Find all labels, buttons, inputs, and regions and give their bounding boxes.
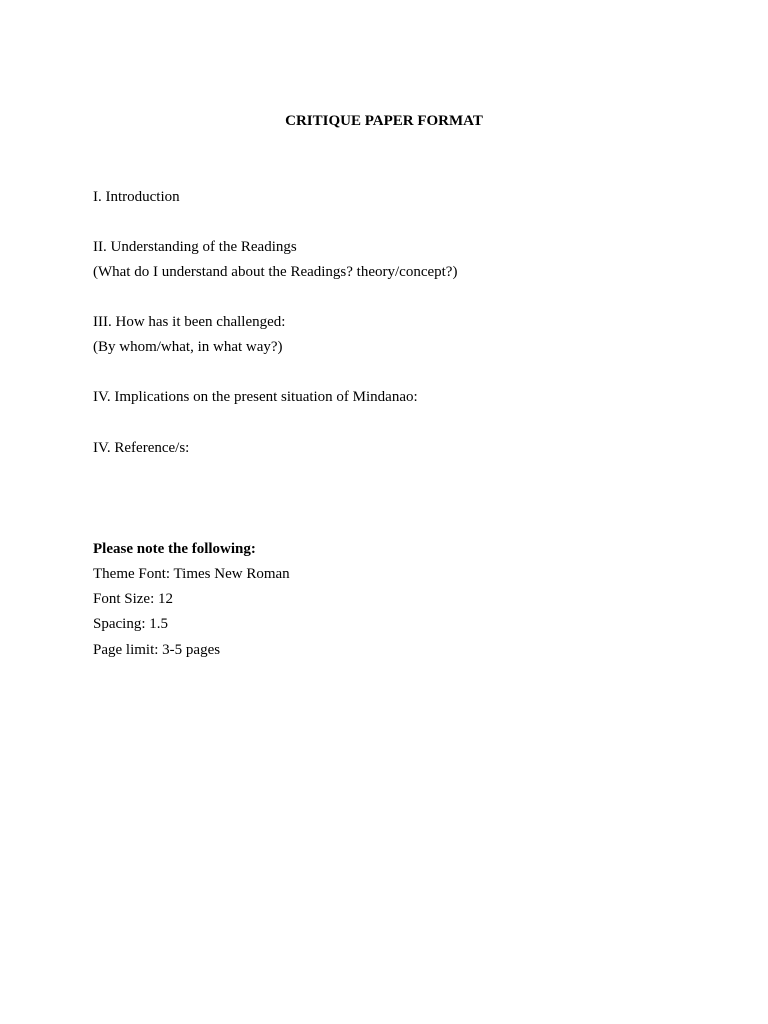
section-understanding: II. Understanding of the Readings [93, 239, 297, 255]
note-page-limit: Page limit: 3-5 pages [93, 642, 221, 658]
section-introduction: I. Introduction [93, 189, 180, 205]
note-spacing: Spacing: 1.5 [93, 616, 168, 632]
section-understanding-note: (What do I understand about the Readings? theory/concept?) [93, 264, 458, 280]
note-font: Theme Font: Times New Roman [93, 566, 290, 582]
notes-heading: Please note the following: [93, 541, 256, 557]
note-size: Font Size: 12 [93, 591, 174, 607]
section-challenged: III. How has it been challenged: [93, 314, 286, 330]
document-title: CRITIQUE PAPER FORMAT [285, 113, 483, 129]
section-challenged-note: (By whom/what, in what way?) [93, 339, 283, 355]
section-references: IV. Reference/s: [93, 440, 190, 456]
section-implications: IV. Implications on the present situation of Mindanao: [93, 389, 418, 405]
